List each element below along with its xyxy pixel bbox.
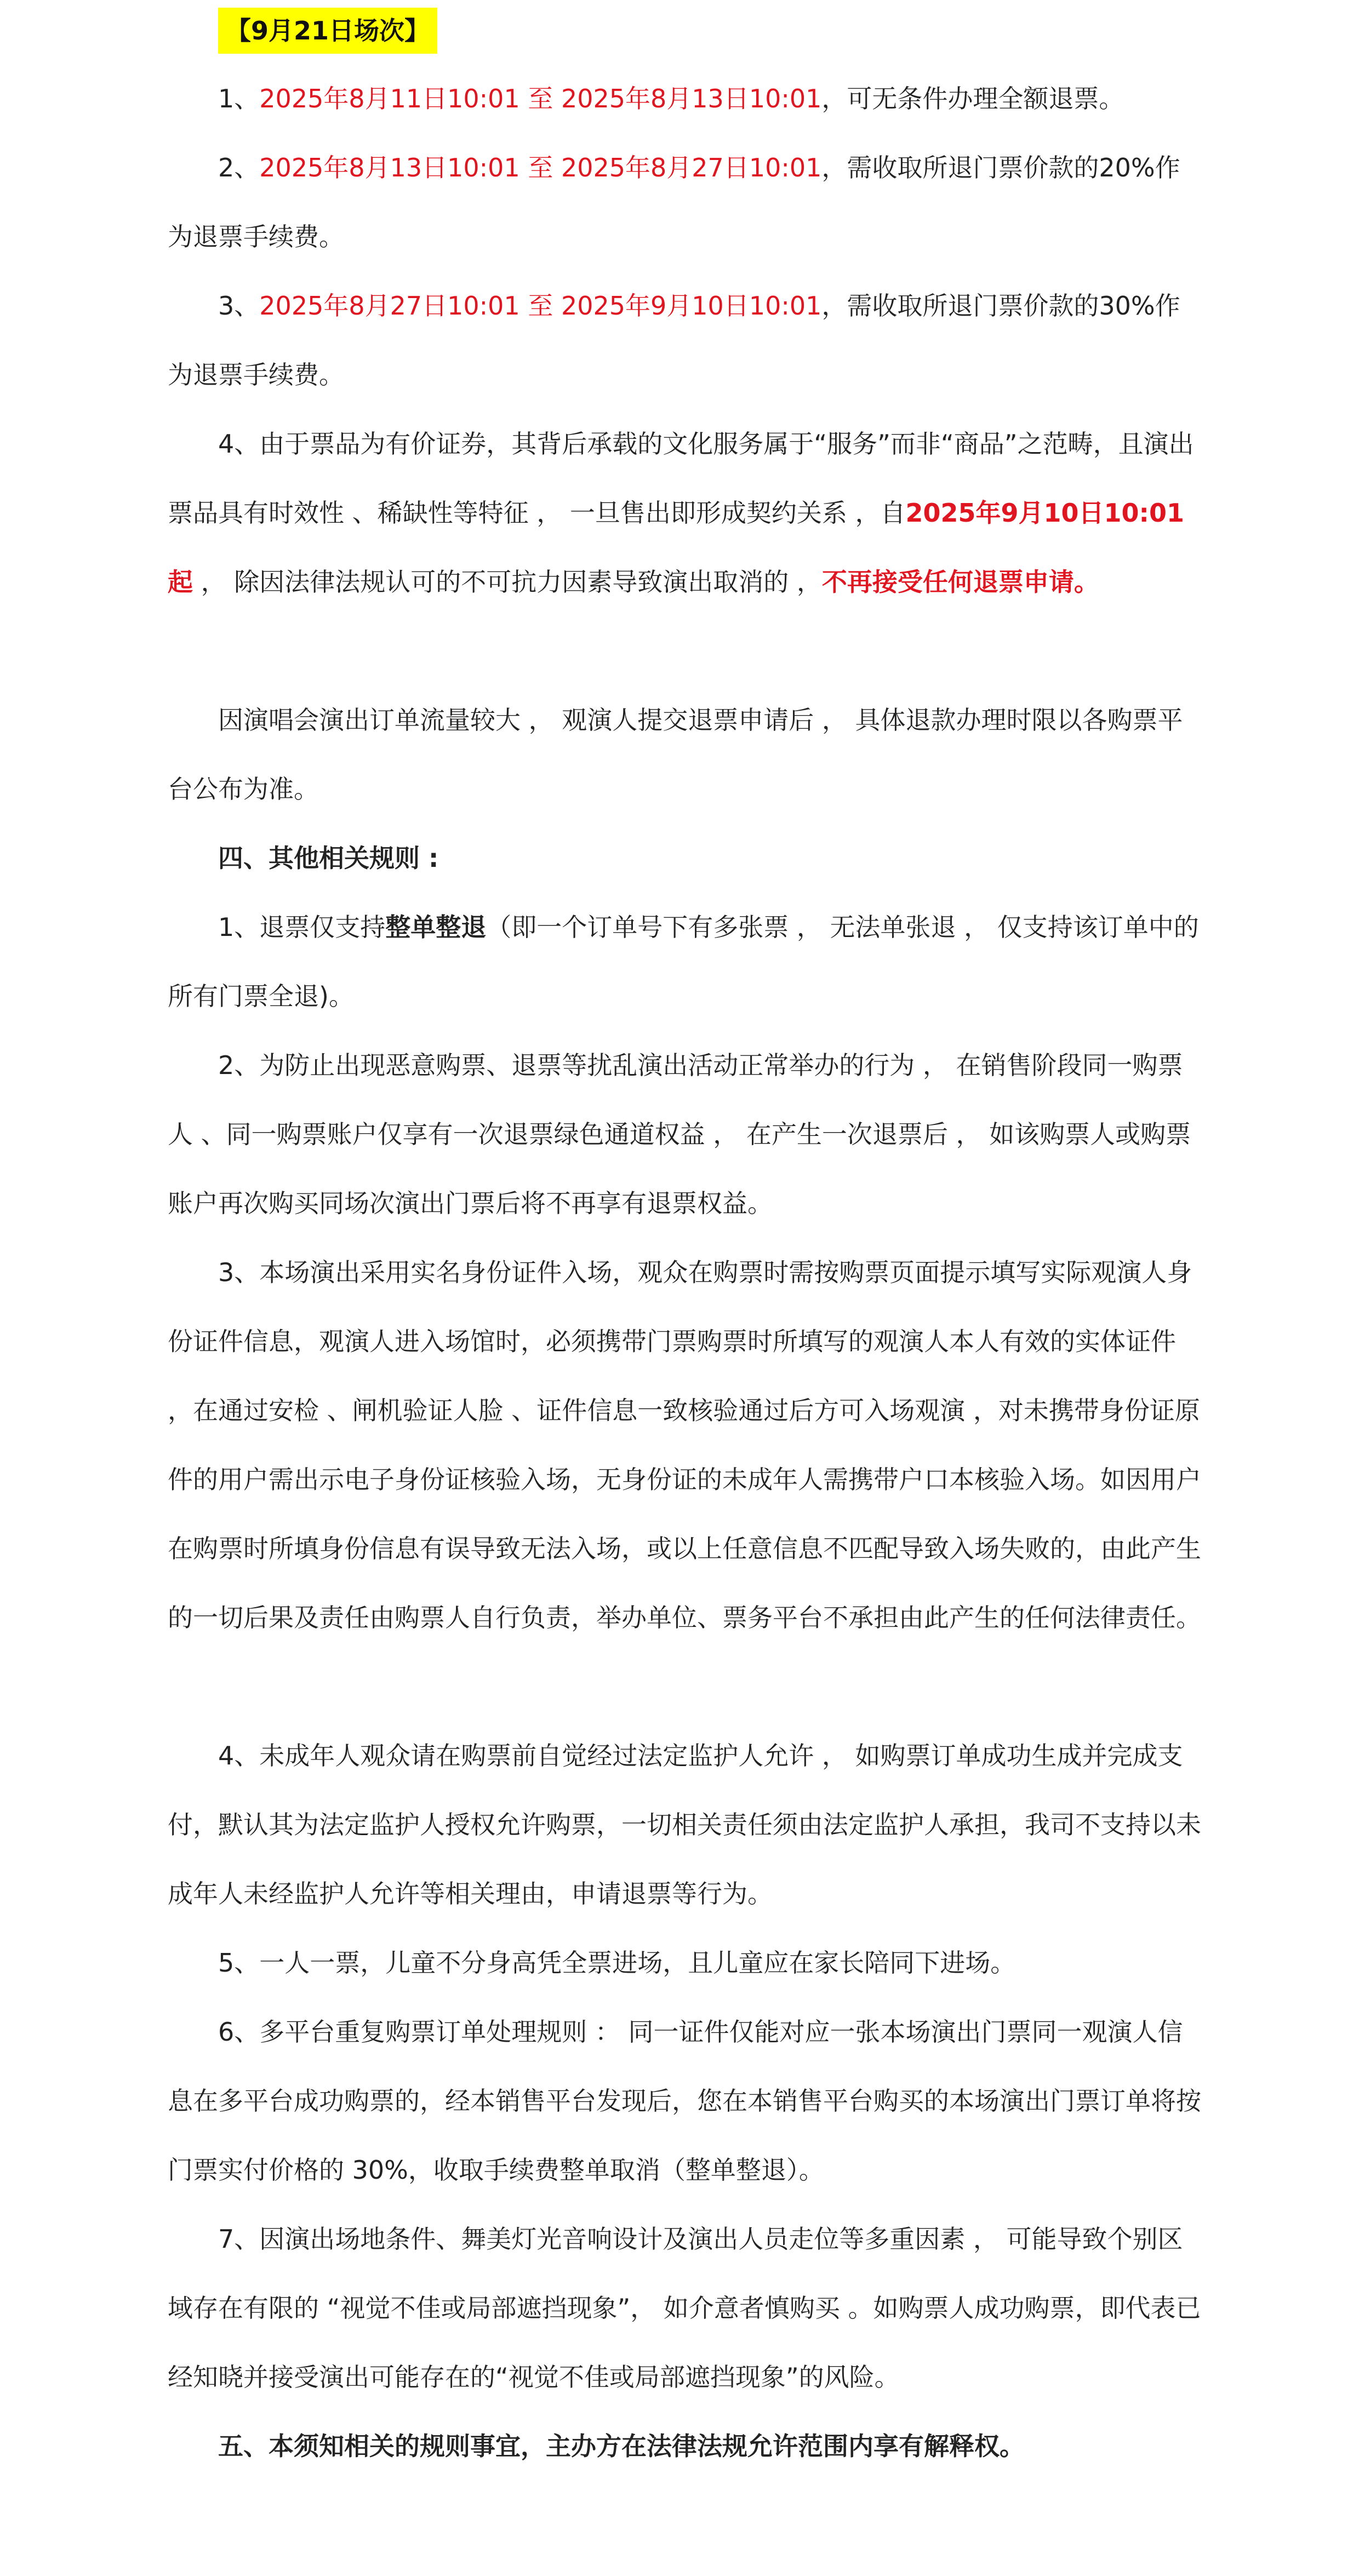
section-tag-wrapper [218,8,437,54]
no-refund-clause [168,409,1204,616]
refund-tier-2 [168,133,1204,271]
rule-2: 2、为防止出现恶意购票、退票等扰乱演出活动正常举办的行为 ， 在销售阶段同一购票人 、同一购票账户仅享有一次退票绿色通道权益 ， 在产生一次退票后 ， 如该购票人或购票账户再次购买同场次演出门票后将不再享有退票权益。 [168,1050,1191,1218]
section-5-heading: 五、本须知相关的规则事宜，主办方在法律法规允许范围内享有解释权。 [218,2431,1025,2461]
refund-tier-period: 2025年8月13日10:01 至 2025年8月27日10:01 [259,153,822,182]
rule-7: 7、因演出场地条件、舞美灯光音响设计及演出人员走位等多重因素 ， 可能导致个别区域存在有限的 “视觉不佳或局部遮挡现象”， 如介意者慎购买 。如购票人成功购票，即代表已经知晓并接受演出可能存在的“视觉不佳或局部遮挡现象”的风险。 [168,2224,1201,2392]
rule-1-suffix: （即一个订单号下有多张票 ， 无法单张退 ， 仅支持该订单中的所有门票全退)。 [168,912,1199,1011]
refund-tier-number: 2、 [218,153,260,182]
refund-tier-number: 3、 [218,291,260,321]
rule-1 [168,893,1204,1031]
rule-5: 5、一人一票，儿童不分身高凭全票进场，且儿童应在家长陪同下进场。 [218,1948,1016,1978]
no-refund-text-a: 4、由于票品为有价证券，其背后承载的文化服务属于“服务”而非“商品”之范畴，且演出票品具有时效性 、稀缺性等特征 ， 一旦售出即形成契约关系 ，自 [168,429,1194,528]
rule-6: 6、多平台重复购票订单处理规则 ： 同一证件仅能对应一张本场演出门票同一观演人信息在多平台成功购票的，经本销售平台发现后，您在本销售平台购买的本场演出门票订单将按门票实付价格的 30%，收取手续费整单取消（整单整退）。 [168,2017,1201,2185]
no-refund-cutoff-date: 2025年9月10日10:01起 [168,498,1184,597]
refund-tier-rest: ，需收取所退门票价款的20%作为退票手续费。 [168,153,1180,252]
no-refund-text-b: ， 除因法律法规认可的不可抗力因素导致演出取消的 ， [193,567,822,597]
refund-tier-rest: ，可无条件办理全额退票。 [821,84,1124,113]
rule-1-emphasis: 整单整退 [385,912,487,942]
no-refund-statement: 不再接受任何退票申请。 [821,567,1099,597]
rule-3: 3、本场演出采用实名身份证件入场，观众在购票时需按购票页面提示填写实际观演人身份证件信息，观演人进入场馆时，必须携带门票购票时所填写的观演人本人有效的实体证件 ，在通过安检 、闸机验证人脸 、证件信息一致核验通过后方可入场观演 ，对未携带身份证原件的用户需出示电子身份证核验入场，无身份证的未成年人需携带户口本核验入场。如因用户在购票时所填身份信息有误导致无法入场，或以上任意信息不匹配导致入场失败的，由此产生的一切后果及责任由购票人自行负责，举办单位、票务平台不承担由此产生的任何法律责任。 [168,1258,1201,1632]
refund-tier-number: 1、 [218,84,260,113]
refund-tier-rest: ，需收取所退门票价款的30%作为退票手续费。 [168,291,1180,390]
session-date-tag: 【9月21日场次】 [218,8,437,54]
refund-time-note: 因演唱会演出订单流量较大 ， 观演人提交退票申请后 ， 具体退款办理时限以各购票平台公布为准。 [168,705,1183,804]
section-4-heading: 四、其他相关规则 : [218,843,439,873]
refund-tier-period: 2025年8月27日10:01 至 2025年9月10日10:01 [259,291,822,321]
refund-tier-1 [168,64,1204,133]
rule-1-prefix: 1、退票仅支持 [218,912,386,942]
rule-4: 4、未成年人观众请在购票前自觉经过法定监护人允许 ， 如购票订单成功生成并完成支付，默认其为法定监护人授权允许购票，一切相关责任须由法定监护人承担，我司不支持以未成年人未经监护人允许等相关理由，申请退票等行为。 [168,1741,1201,1909]
refund-tier-3 [168,271,1204,409]
refund-tier-period: 2025年8月11日10:01 至 2025年8月13日10:01 [259,84,822,113]
